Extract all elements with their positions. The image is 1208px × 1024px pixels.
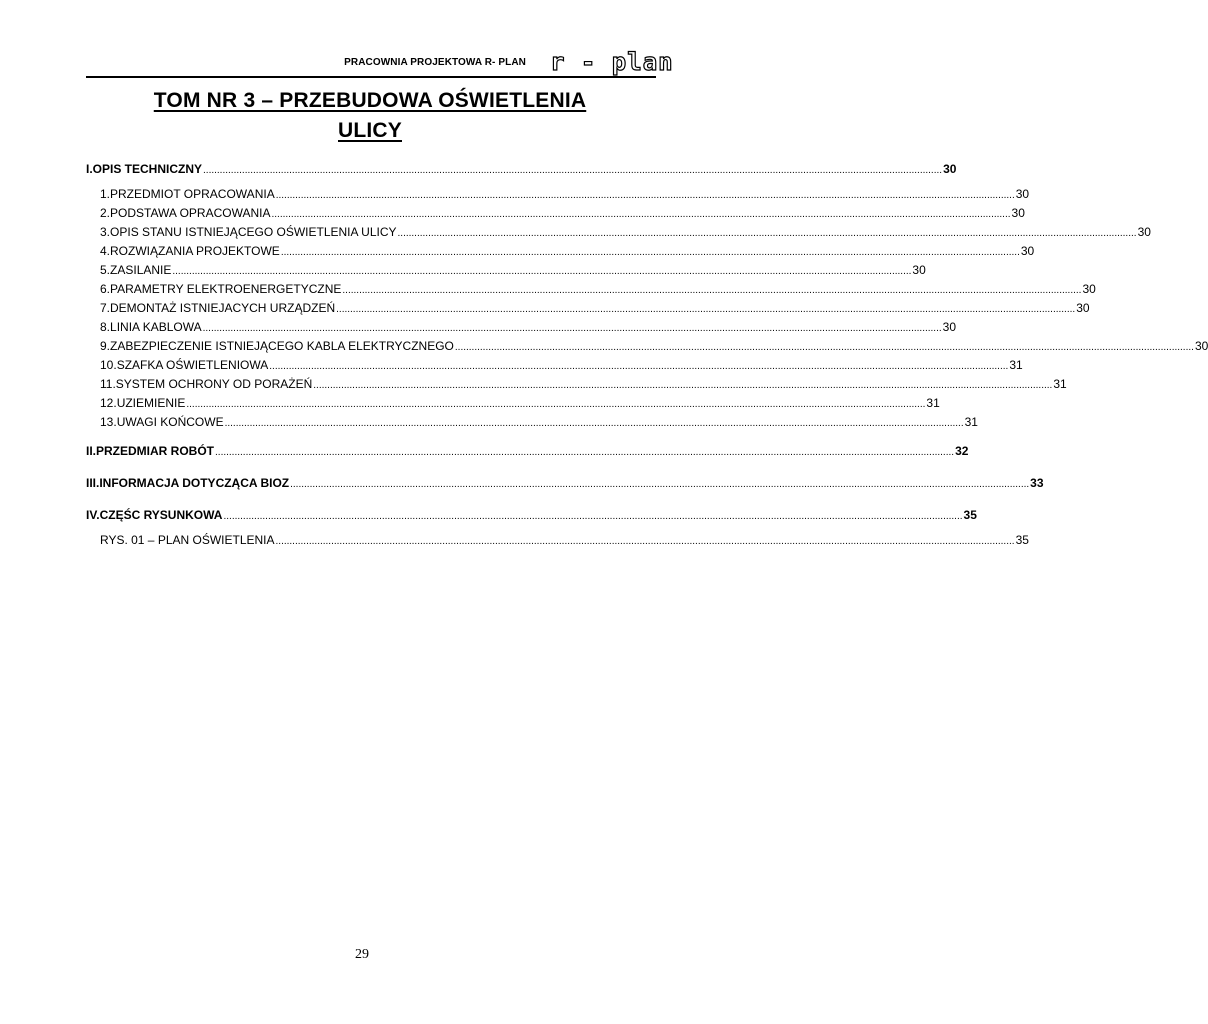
toc-section-number: II.: [86, 444, 97, 458]
toc-page: 30: [942, 320, 957, 334]
toc-subsection-2[interactable]: [100, 206, 1025, 224]
toc-sub-number: 6.: [100, 282, 111, 296]
toc-drawing-1[interactable]: [100, 533, 1029, 551]
toc-sub-label: OPIS STANU ISTNIEJĄCEGO OŚWIETLENIA ULICY: [110, 225, 397, 239]
toc-leader: [336, 301, 1075, 315]
toc-sub-label: ZASILANIE: [110, 263, 172, 277]
svg-text:r - plan: r - plan: [550, 48, 674, 76]
toc-sub-number: 5.: [100, 263, 111, 277]
toc-sub-label: PARAMETRY ELEKTROENERGETYCZNE: [110, 282, 342, 296]
toc-section-3[interactable]: [86, 476, 1044, 494]
toc-page: 31: [964, 415, 978, 429]
toc-sub-number: 8.: [100, 320, 111, 334]
toc-section-4[interactable]: [86, 508, 977, 526]
toc-sub-label: ROZWIĄZANIA PROJEKTOWE: [110, 244, 280, 258]
toc-section-2[interactable]: [86, 444, 969, 462]
toc-leader: [269, 358, 1008, 372]
toc-subsection-8[interactable]: [100, 320, 957, 338]
toc-leader: [172, 263, 911, 277]
toc-page: 30: [1137, 225, 1151, 239]
toc-sub-label: DEMONTAŻ ISTNIEJACYCH URZĄDZEŃ: [110, 301, 336, 315]
toc-sub-number: 9.: [100, 339, 111, 353]
toc-sub-label: UZIEMIENIE: [116, 396, 186, 410]
toc-subsection-9[interactable]: [100, 339, 1208, 357]
toc-leader: [455, 339, 1194, 353]
toc-section-label: INFORMACJA DOTYCZĄCA BIOZ: [99, 476, 290, 490]
toc-leader: [276, 533, 1015, 547]
toc-section-1[interactable]: [86, 162, 957, 180]
header-rule: [86, 76, 656, 78]
toc-leader: [225, 415, 964, 429]
toc-page: 30: [1076, 301, 1090, 315]
toc-page: 31: [926, 396, 940, 410]
toc-section-label: CZĘŚC RYSUNKOWA: [99, 508, 223, 522]
toc-sub-number: 13.: [100, 415, 117, 429]
toc-section-number: III.: [86, 476, 100, 490]
r-plan-logo: [548, 47, 674, 77]
toc-leader: [271, 206, 1010, 220]
toc-section-label: OPIS TECHNICZNY: [92, 162, 203, 176]
toc-subsection-7[interactable]: [100, 301, 1090, 319]
toc-sub-number: 10.: [100, 358, 117, 372]
toc-sub-label: PRZEDMIOT OPRACOWANIA: [110, 187, 275, 201]
toc-page: 30: [1194, 339, 1208, 353]
toc-sub-label: PODSTAWA OPRACOWANIA: [110, 206, 271, 220]
toc-leader: [223, 508, 962, 522]
toc-leader: [281, 244, 1020, 258]
toc-sub-label: SZAFKA OŚWIETLENIOWA: [116, 358, 269, 372]
toc-page: 30: [943, 162, 957, 176]
toc-page: 30: [912, 263, 926, 277]
toc-sub-number: 3.: [100, 225, 111, 239]
toc-page: 31: [1009, 358, 1023, 372]
toc-leader: [203, 162, 942, 176]
toc-sub-number: 7.: [100, 301, 111, 315]
toc-sub-label: LINIA KABLOWA: [110, 320, 202, 334]
toc-page: 30: [1011, 206, 1025, 220]
toc-leader: [276, 187, 1015, 201]
toc-page: 32: [955, 444, 969, 458]
toc-sub-label: SYSTEM OCHRONY OD PORAŻEŃ: [115, 377, 313, 391]
toc-sub-label: UWAGI KOŃCOWE: [116, 415, 224, 429]
page-number: 29: [355, 947, 369, 962]
toc-leader: [215, 444, 954, 458]
toc-page: 30: [1015, 187, 1030, 201]
toc-page: 33: [1030, 476, 1044, 490]
toc-sub-label: ZABEZPIECZENIE ISTNIEJĄCEGO KABLA ELEKTRYCZNEGO: [110, 339, 454, 353]
toc-subsection-12[interactable]: [100, 396, 940, 414]
toc-page: 35: [963, 508, 977, 522]
toc-leader: [398, 225, 1137, 239]
toc-leader: [313, 377, 1052, 391]
toc-subsection-10[interactable]: [100, 358, 1023, 376]
toc-sub-number: 2.: [100, 206, 111, 220]
toc-subsection-3[interactable]: [100, 225, 1151, 243]
toc-leader: [342, 282, 1081, 296]
toc-leader: [186, 396, 925, 410]
toc-sub-number: 11.: [100, 377, 116, 391]
toc-page: 30: [1020, 244, 1035, 258]
header-company: PRACOWNIA PROJEKTOWA R- PLAN: [344, 57, 526, 68]
title-line-1: TOM NR 3 – PRZEBUDOWA OŚWIETLENIA: [153, 89, 587, 112]
toc-sub-number: 12.: [100, 396, 117, 410]
toc-sub-number: 1.: [100, 187, 111, 201]
title-line-2: ULICY: [338, 119, 402, 142]
toc-drawing-label: RYS. 01 – PLAN OŚWIETLENIA: [100, 533, 275, 547]
toc-page: 30: [1082, 282, 1096, 296]
toc-subsection-4[interactable]: [100, 244, 1035, 262]
toc-subsection-13[interactable]: [100, 415, 978, 433]
toc-subsection-6[interactable]: [100, 282, 1096, 300]
toc-subsection-5[interactable]: [100, 263, 926, 281]
toc-page: 31: [1053, 377, 1067, 391]
toc-sub-number: 4.: [100, 244, 111, 258]
toc-leader: [203, 320, 942, 334]
toc-leader: [290, 476, 1029, 490]
toc-section-label: PRZEDMIAR ROBÓT: [96, 444, 215, 458]
toc-subsection-11[interactable]: [100, 377, 1067, 395]
toc-section-number: IV.: [86, 508, 100, 522]
toc-subsection-1[interactable]: [100, 187, 1030, 205]
document-title: [110, 86, 630, 146]
toc-section-number: I.: [86, 162, 93, 176]
toc-page: 35: [1015, 533, 1029, 547]
